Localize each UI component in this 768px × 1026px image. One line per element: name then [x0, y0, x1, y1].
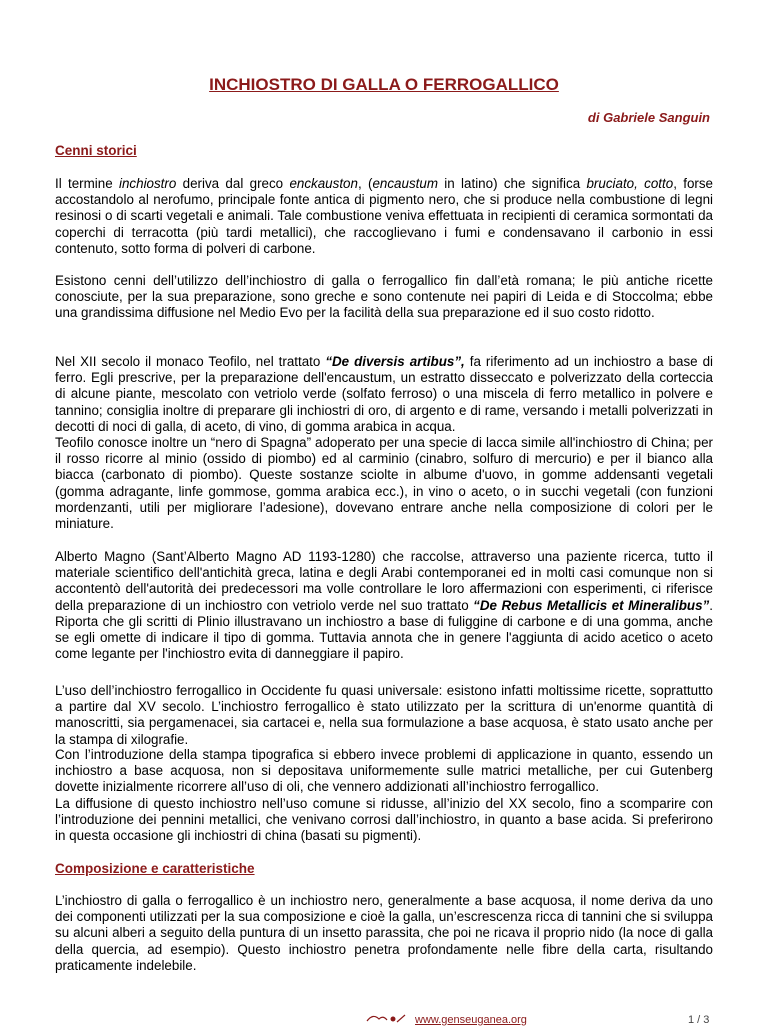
emphasis-text: enckauston — [289, 176, 358, 191]
document-title: INCHIOSTRO DI GALLA O FERROGALLICO — [209, 75, 559, 94]
emphasis-text: bruciato, cotto — [586, 176, 674, 191]
paragraph: L’inchiostro di galla o ferrogallico è un inchiostro nero, generalmente a base acquosa, il nome deriva da uno dei componenti utilizzati per la sua composizione e cioè la galla, un’escrescenza ricca di tannini che si sviluppa su alcuni alberi a seguito della puntura di un insetto parassita, che poi ne ricava il proprio nido (la noce di galla della quercia, ad esempio). Questo inchiostro penetra profondamente nelle fibre della carta, risultando praticamente indelebile. — [55, 893, 713, 973]
section-heading-composizione: Composizione e caratteristiche — [55, 861, 255, 876]
emphasis-text: encaustum — [372, 176, 438, 191]
author-byline: di Gabriele Sanguin — [587, 110, 710, 125]
paragraph: Alberto Magno (Sant’Alberto Magno AD 1193-1280) che raccolse, attraverso una paziente ricerca, tutto il materiale scientifico dell'antichità greca, latina e degli Arabi contemporanei ed in molti casi comunque non si accontentò dell'autorità dei predecessori ma volle controllare le loro affermazioni con esperimenti, ci riferisce della preparazione di un inchiostro con vetriolo verde nel suo trattato “De Rebus Metallicis et Mineralibus”. Riporta che gli scritti di Plinio illustravano un inchiostro a base di fuliggine di carbone e di una gomma, anche se egli omette di indicare il tipo di gomma. Tuttavia annota che in genere l'aggiunta di acido acetico o aceto come legante per l'inchiostro evita di danneggiare il papiro. — [55, 549, 713, 662]
emphasis-text: “De diversis artibus”, — [325, 354, 465, 369]
page-number: 1 / 3 — [688, 1014, 710, 1026]
paragraph: Il termine inchiostro deriva dal greco enckauston, (encaustum in latino) che significa bruciato, cotto, forse accostandolo al nerofumo, principale fonte antica di pigmento nero, che si produce nella combustione di legni resinosi o di scarti vegetali e animali. Tale combustione veniva effettuata in recipienti di ceramica sormontati da coperchi di terracotta (più tardi metallici), che raccoglievano i fumi e condensavano il carbonio in essi contenuto, sotto forma di polveri di carbone. — [55, 176, 714, 256]
footer-website-link[interactable]: www.genseuganea.org — [415, 1014, 527, 1026]
paragraph: Con l’introduzione della stampa tipografica si ebbero invece problemi di applicazione in quanto, essendo un inchiostro a base acquosa, non si depositava uniformemente sulle matrici metalliche, per cui Gutenberg dovette inizialmente ricorrere all’uso di oli, che vennero addizionati all’inchiostro ferrogallico. — [55, 747, 713, 795]
emphasis-text: inchiostro — [119, 176, 177, 191]
emphasis-text: “De Rebus Metallicis et Mineralibus” — [473, 597, 710, 613]
paragraph: La diffusione di questo inchiostro nell’uso comune si ridusse, all’inizio del XX secolo, fino a scomparire con l’introduzione dei pennini metallici, che venivano corrosi dall’inchiostro, in quanto a base acida. Si preferirono in questa occasione gli inchiostri di china (basati su pigmenti). — [55, 796, 713, 844]
paragraph: Teofilo conosce inoltre un “nero di Spagna” adoperato per una specie di lacca simile all'inchiostro di China; per il rosso ricorre al minio (ossido di piombo) ed al carminio (cinabro, solfuro di mercurio) e per il bianco alla biacca (carbonato di piombo). Queste sostanze sciolte in albume d'uovo, in gomme addensanti vegetali (gomma adragante, linfe gommose, gomma arabica ecc.), in vino o aceto, o in succhi vegetali (con funzioni mordenzanti, utili per migliorare l’adesione), dovevano entrare anche nella composizione di colori per le miniature. — [55, 435, 713, 532]
paragraph: L’uso dell’inchiostro ferrogallico in Occidente fu quasi universale: esistono infatti moltissime ricette, soprattutto a partire dal XV secolo. L’inchiostro ferrogallico è stato utilizzato per la scrittura di un'enorme quantità di manoscritti, sia pergamenacei, sia cartacei e, nella sua formulazione a base acquosa, è stato usato anche per la stampa di xilografie. — [55, 683, 713, 747]
section-heading-cenni-storici: Cenni storici — [55, 143, 137, 158]
paragraph: Esistono cenni dell’utilizzo dell’inchiostro di galla o ferrogallico fin dall’età romana; le più antiche ricette conosciute, per la sua preparazione, sono greche e sono contenute nei papiri di Leida e di Stoccolma; ebbe una grandissima diffusione nel Medio Evo per la facilità della sua preparazione ed il suo costo ridotto. — [55, 273, 713, 321]
paragraph: Nel XII secolo il monaco Teofilo, nel trattato “De diversis artibus”, fa riferimento ad un inchiostro a base di ferro. Egli prescrive, per la preparazione dell'encaustum, un estratto disseccato e polverizzato della corteccia di alcune piante, mescolato con vetriolo verde (solfato ferroso) o una miscela di ferro metallico in polvere e tannino; consiglia inoltre di preparare gli inchiostri di oro, di argento e di rame, versando i metalli polverizzati in decotti di noci di galla, di aceto, di vino, di gomma arabica in acqua. — [55, 354, 714, 434]
ink-quill-logo-icon — [365, 1011, 407, 1025]
